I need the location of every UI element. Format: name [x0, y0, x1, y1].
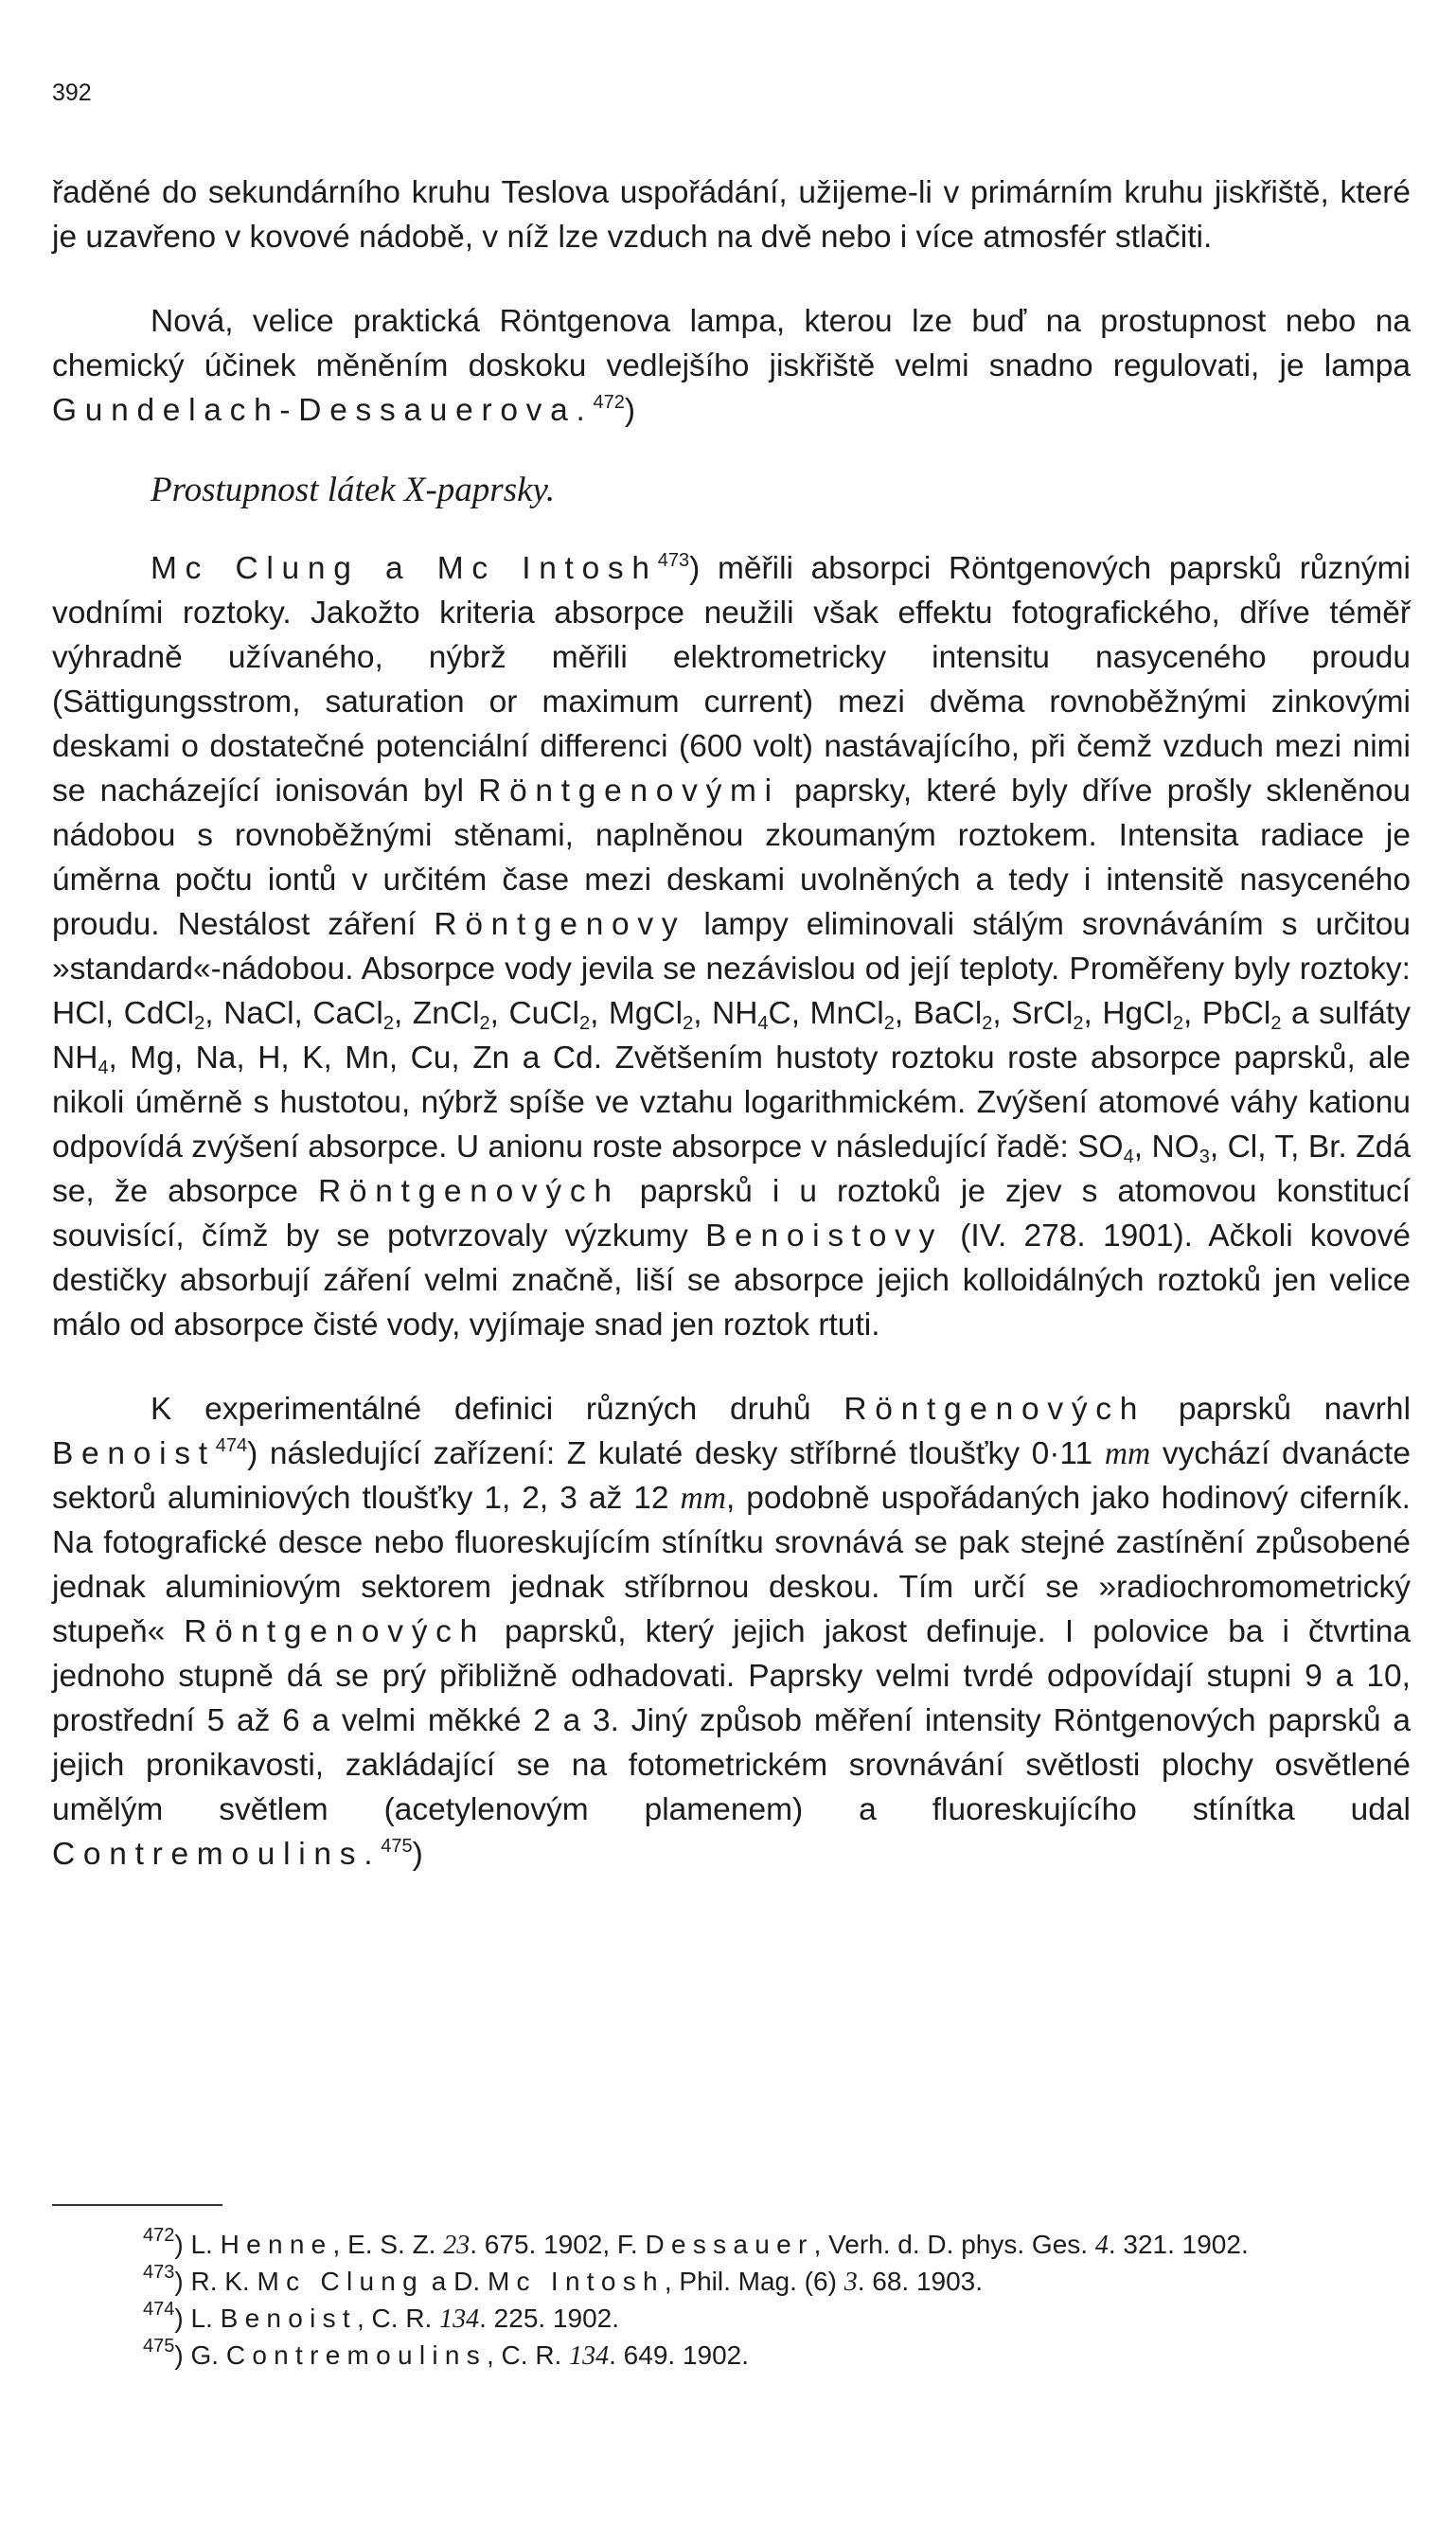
footnote-472: $^{472}$) L. Henne, E. S. Z. 23. 675. 1902, F. Dessauer, Verh. d. D. phys. Ges. 4. 321. 1902. — [143, 2225, 1249, 2260]
page-number: 392 — [52, 80, 92, 106]
body-text — [52, 170, 1411, 1877]
paragraph-1: řaděné do sekundárního kruhu Teslova uspořádání, užijeme-li v primárním kruhu jiskřiště, které je uzavřeno v kovové nádobě, v níž lze vzduch na dvě nebo i více atmosfér stlačiti. — [52, 175, 1411, 255]
footnotes — [52, 2227, 1411, 2375]
footnote-ref: 472 — [593, 392, 625, 413]
footnote-divider — [52, 2204, 222, 2206]
footnote-ref: 473 — [657, 550, 690, 571]
footnote-473: $^{473}$) R. K. Mc Clung a D. Mc Intosh, Phil. Mag. (6) 3. 68. 1903. — [143, 2262, 984, 2297]
paragraph-3: Mc Clung a Mc Intosh$^{473}$) měřili absorpci Röntgenových paprsků různými vodními roztoky. Jakožto kriteria absorpce neužili však effektu fotografického, dříve téměř výhradně užívaného, nýbrž měřili elektrometricky intensitu nasyceného proudu (Sättigungsstrom, saturation or maximum current) mezi dvěma rovnoběžnými zinkovými deskami o dostatečné potenciální differenci (600 volt) nastávajícího, při čemž vzduch mezi nimi se nacházející ionisován byl Röntgenovými paprsky, které byly dříve prošly skleněnou nádobou s rovnoběžnými stěnami, naplněnou zkoumaným roztokem. Intensita radiace je úměrna počtu iontů v určitém čase mezi deskami uvolněných a tedy i intensitě nasyceného proudu. Nestálost záření Röntgenovy lampy eliminovali stálým srovnáváním s určitou »standard«-nádobou. Absorpce vody jevila se nezávislou od její teploty. Proměřeny byly roztoky: HCl, CdCl$_2$, NaCl, CaCl$_2$, ZnCl$_2$, CuCl$_2$, MgCl$_2$, $NH_4C$, MnCl$_2$, BaCl$_2$, SrCl$_2$, HgCl$_2$, PbCl$_2$ a sulfáty $NH_4$, Mg, Na, H, K, Mn, Cu, Zn a Cd. Zvětšením hustoty roztoku roste absorpce paprsků, ale nikoli úměrně s hustotou, nýbrž spíše ve vztahu logarithmickém. Zvýšení atomové váhy kationu odpovídá zvýšení absorpce. U anionu roste absorpce v následující řadě: $SO_4$, $NO_3$, Cl, T, Br. Zdá se, že absorpce Röntgenových paprsků i u roztoků je zjev s atomovou konstitucí souvisící, čímž by se potvrzovaly výzkumy Benoistovy (IV. 278. 1901). Ačkoli kovové destičky absorbují záření velmi značně, liší se absorpce jejich kolloidálných roztoků jen velice málo od absorpce čisté vody, vyjímaje snad jen roztok rtuti. — [52, 550, 1412, 1343]
footnote-474: $^{474}$) L. Benoist, C. R. 134. 225. 1902. — [143, 2299, 620, 2334]
footnote-ref: 474 — [215, 1435, 248, 1456]
paragraph-4: K experimentálné definici různých druhů Röntgenových paprsků navrhl Benoist$^{474}$) následující zařízení: Z kulaté desky stříbrné tloušťky 0·11 mm vychází dvanácte sektorů aluminiových tloušťky 1, 2, 3 až 12 mm, podobně uspořádaných jako hodinový ciferník. Na fotografické desce nebo fluoreskujícím stínítku srovnává se pak stejné zastínění způsobené jednak aluminiovým sektorem jednak stříbrnou deskou. Tím určí se »radiochromometrický stupeň« Röntgenových paprsků, který jejich jakost definuje. I polovice ba i čtvrtina jednoho stupně dá se prý přibližně odhadovati. Paprsky velmi tvrdé odpovídají stupni 9 a 10, prostřední 5 až 6 a velmi měkké 2 a 3. Jiný způsob měření intensity Röntgenových paprsků a jejich pronikavosti, zakládající se na fotometrickém srovnávání světlosti plochy osvětlené umělým světlem (acetylenovým plamenem) a fluoreskujícího stínítka udal Contremoulins.$^{475}$) — [52, 1392, 1412, 1872]
section-heading: Prostupnost látek X-paprsky. — [151, 470, 556, 509]
paragraph-gap — [52, 1347, 1411, 1387]
footnote-475: $^{475}$) G. Contremoulins, C. R. 134. 649. 1902. — [143, 2336, 750, 2371]
paragraph-2: Nová, velice praktická Röntgenova lampa, kterou lze buď na prostupnost nebo na chemický účinek měněním doskoku vedlejšího jiskřiště velmi snadno regulovati, je lampa Gundelach-Dessauerova.$^{472}$) — [52, 304, 1411, 428]
footnote-ref: 475 — [381, 1836, 413, 1857]
paragraph-gap — [52, 259, 1411, 299]
